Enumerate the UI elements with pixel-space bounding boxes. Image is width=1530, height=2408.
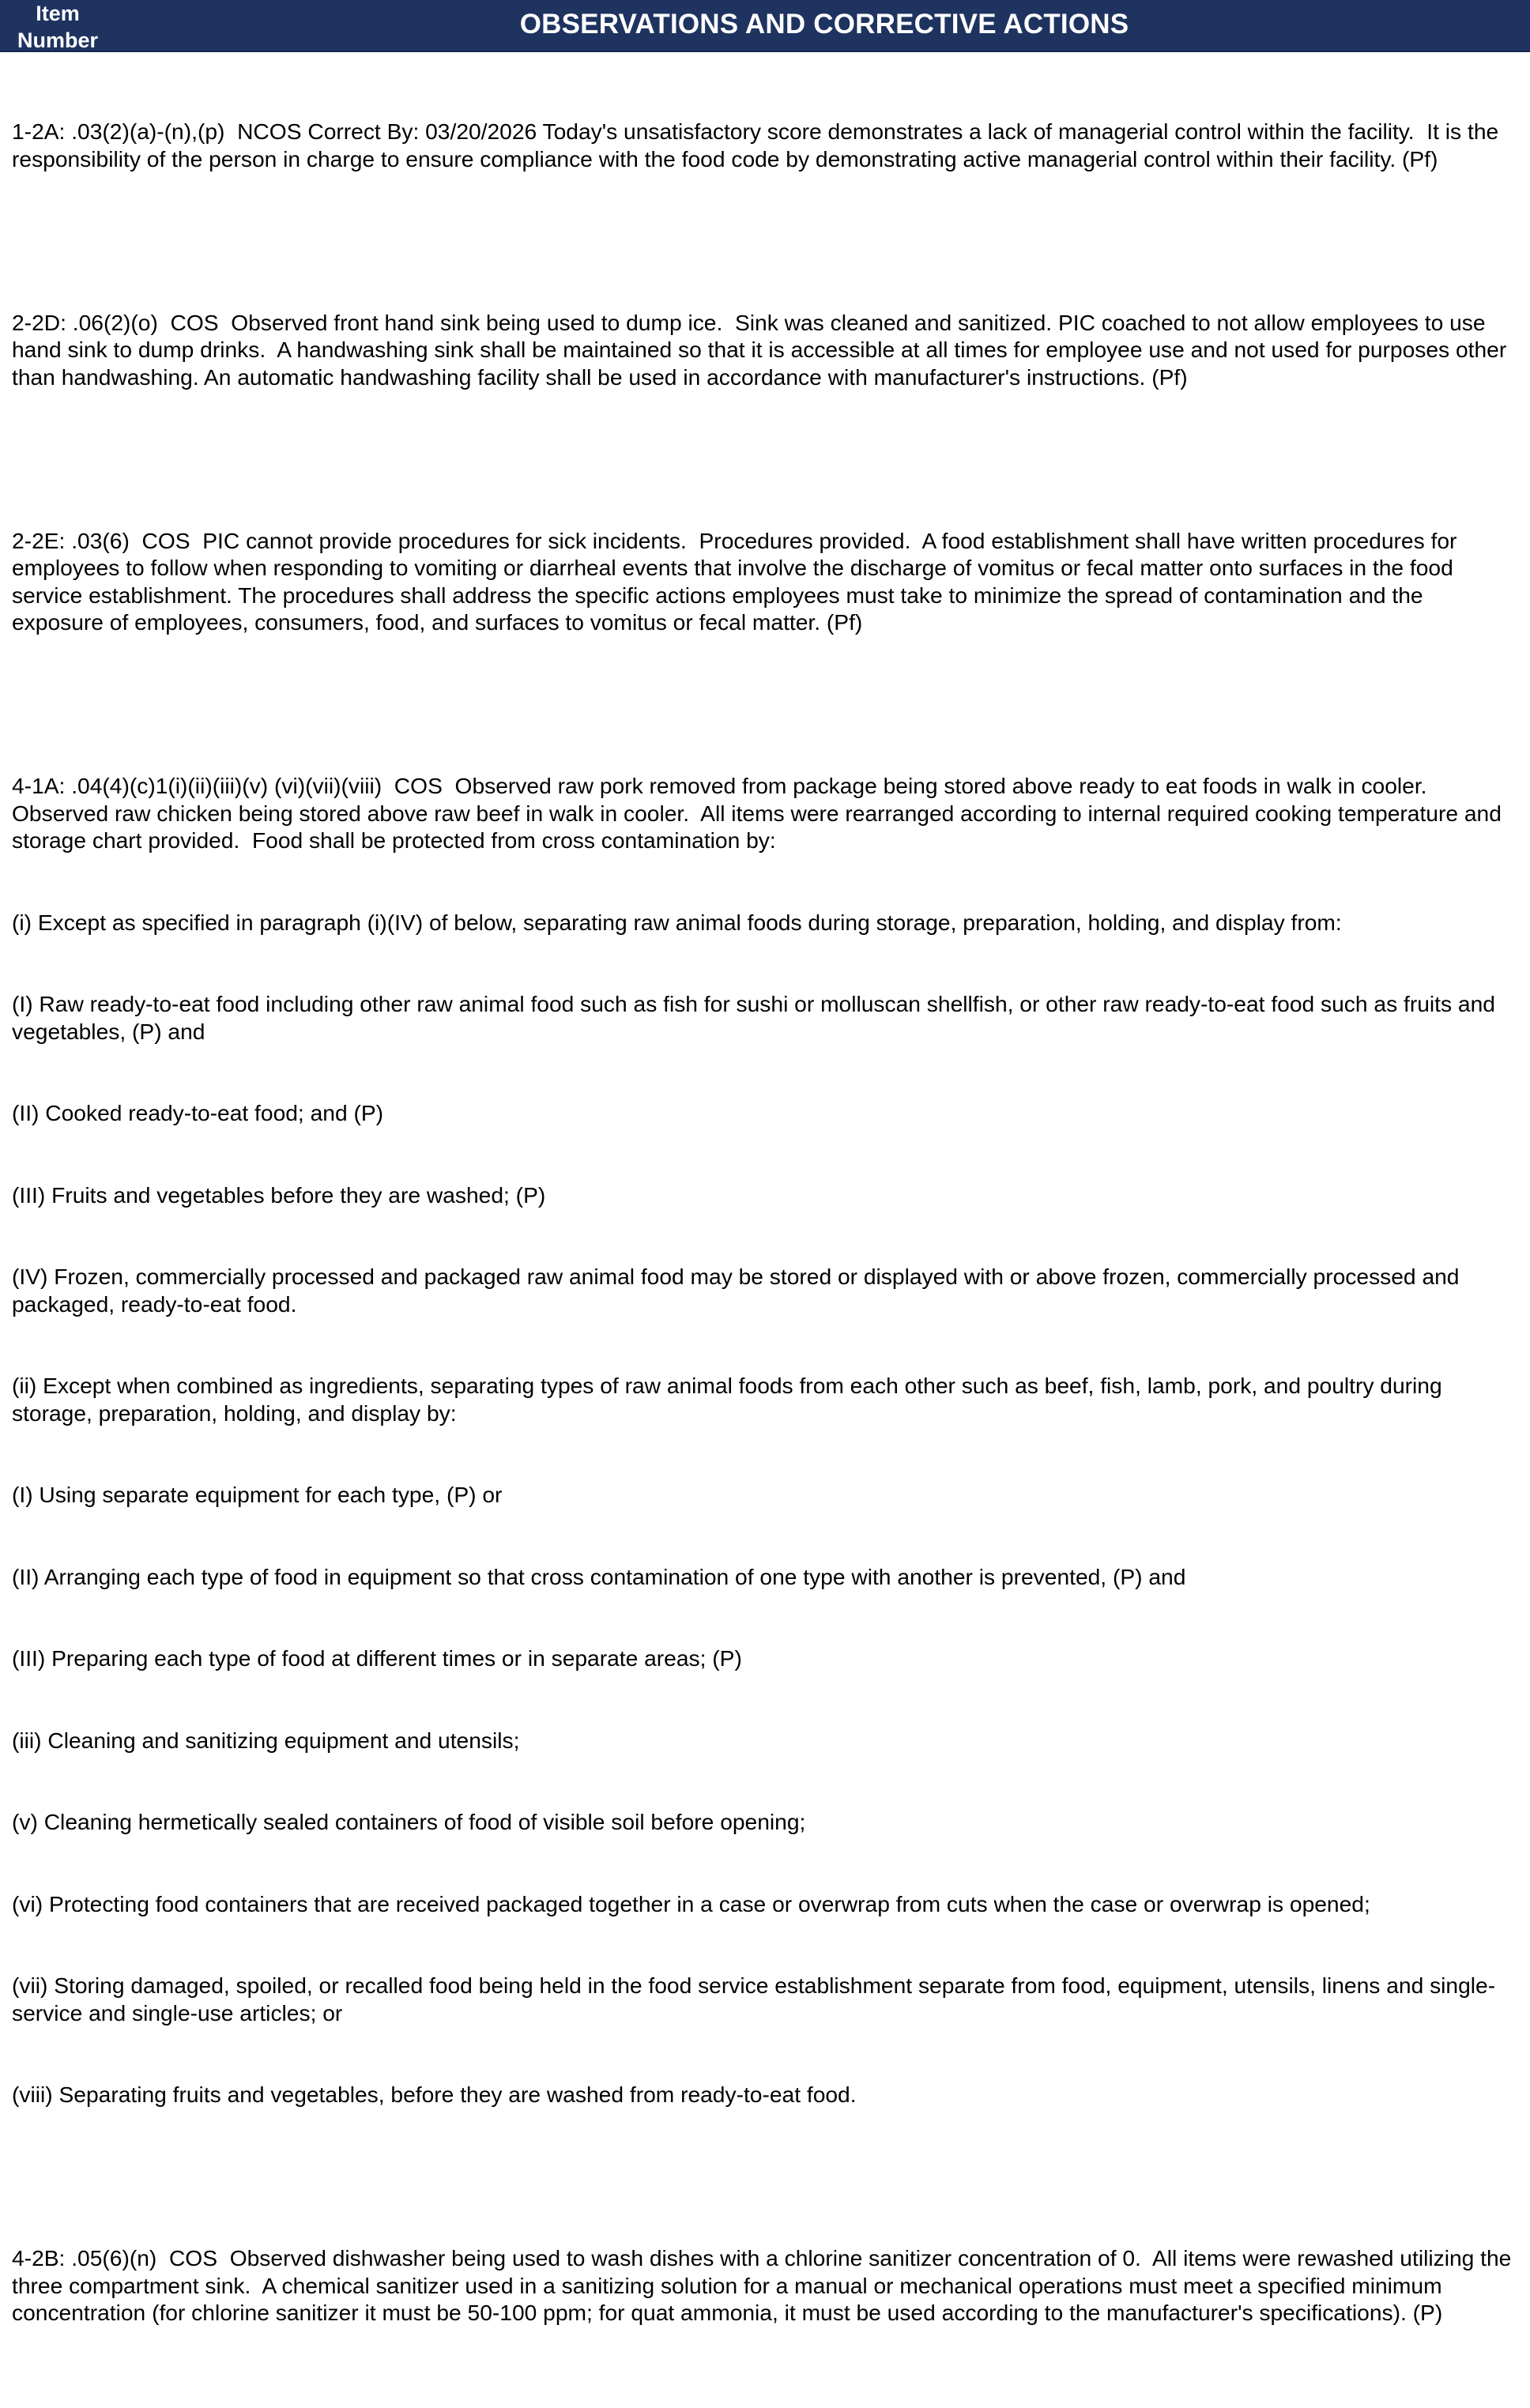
observation-text: 4-2B: .05(6)(n) COS Observed dishwasher being used to wash dishes with a chlorine sanitizer concentration of 0. All items were rewashed utilizing the three compartment sink. A chemical sanitizer used in a sanitizing solution for a manual or mechanical operations must meet a specified minimum concentration (for chlorine sanitizer it must be 50-100 ppm; for quat ammonia, it must be used according to the manufacturer's specifications). (P): [12, 2245, 1518, 2325]
regulation-clause: (ii) Except when combined as ingredients, separating types of raw animal foods from each other such as beef, fish, lamb, pork, and poultry during storage, preparation, holding, and display by:: [12, 1373, 1449, 1426]
regulation-clause: (viii) Separating fruits and vegetables, before they are washed from ready-to-eat food.: [12, 2082, 857, 2107]
observation-entry-4-1a: [12, 718, 1520, 2163]
observation-text: 2-2E: .03(6) COS PIC cannot provide procedures for sick incidents. Procedures provided. A food establishment shall have written procedures for employees to follow when responding to vomiting or diarrheal events that involve the discharge of vomitus or fecal matter onto surfaces in the food service establishment. The procedures shall address the specific actions employees must take to minimize the spread of contamination and the exposure of employees, consumers, food, and surfaces to vomitus or fecal matter. (Pf): [12, 527, 1464, 635]
regulation-clause: (i) Except as specified in paragraph (i)(IV) of below, separating raw animal foods during storage, preparation, holding, and display from:: [12, 909, 1342, 935]
observation-entry-2-2d: [12, 254, 1520, 446]
item-number-label-line1: Item: [36, 2, 80, 25]
regulation-clause: (II) Arranging each type of food in equipment so that cross contamination of one type with another is prevented, (P) and: [12, 1563, 1186, 1589]
regulation-clause: (II) Cooked ready-to-eat food; and (P): [12, 1100, 384, 1125]
regulation-clause: (I) Raw ready-to-eat food including other raw animal food such as fish for sushi or molluscan shellfish, or other raw ready-to-eat food such as fruits and vegetables, (P) and: [12, 991, 1502, 1044]
regulation-clause: (I) Using separate equipment for each type, (P) or: [12, 1482, 503, 1507]
item-number-column-label: [6, 0, 109, 54]
regulation-clause: (vii) Storing damaged, spoiled, or recalled food being held in the food service establishment separate from food, equipment, utensils, linens and single-service and single-use articles; or: [12, 1973, 1496, 2026]
item-number-label-line2: Number: [17, 28, 98, 52]
regulation-clause: (v) Cleaning hermetically sealed containers of food of visible soil before opening;: [12, 1809, 806, 1834]
table-header: [0, 0, 1530, 52]
observation-text: 4-1A: .04(4)(c)1(i)(ii)(iii)(v) (vi)(vii)(viii) COS Observed raw pork removed from package being stored above ready to eat foods in walk in cooler. Observed raw chicken being stored above raw beef in walk in cooler. All items were rearranged according to internal required cooking temperature and storage chart provided. Food shall be protected from cross contamination by:: [12, 773, 1508, 853]
section-title: OBSERVATIONS AND CORRECTIVE ACTIONS: [519, 9, 1129, 40]
observation-text: 2-2D: .06(2)(o) COS Observed front hand sink being used to dump ice. Sink was cleaned and sanitized. PIC coached to not allow employees to use hand sink to dump drinks. A handwashing sink shall be maintained so that it is accessible at all times for employee use and not used for purposes other than handwashing. An automatic handwashing facility shall be used in accordance with manufacturer's instructions. (Pf): [12, 309, 1513, 390]
observation-entry-4-2b: [12, 2190, 1520, 2381]
observation-entry-1-2a: [12, 63, 1520, 227]
observations-list: [12, 63, 1520, 2408]
regulation-clause: (vi) Protecting food containers that are received packaged together in a case or overwrap from cuts when the case or overwrap is opened;: [12, 1890, 1370, 1916]
observation-entry-2-2e: [12, 473, 1520, 691]
regulation-clause: (III) Preparing each type of food at different times or in separate areas; (P): [12, 1645, 742, 1671]
regulation-clause: (iii) Cleaning and sanitizing equipment and utensils;: [12, 1727, 520, 1753]
regulation-clause: (IV) Frozen, commercially processed and packaged raw animal food may be stored or displayed with or above frozen, commercially processed and packaged, ready-to-eat food.: [12, 1264, 1466, 1317]
observation-text: 1-2A: .03(2)(a)-(n),(p) NCOS Correct By: 03/20/2026 Today's unsatisfactory score demonstrates a lack of managerial control within the facility. It is the responsibility of the person in charge to ensure compliance with the food code by demonstrating active managerial control within their facility. (Pf): [12, 119, 1506, 171]
regulation-clause: (III) Fruits and vegetables before they are washed; (P): [12, 1181, 546, 1208]
